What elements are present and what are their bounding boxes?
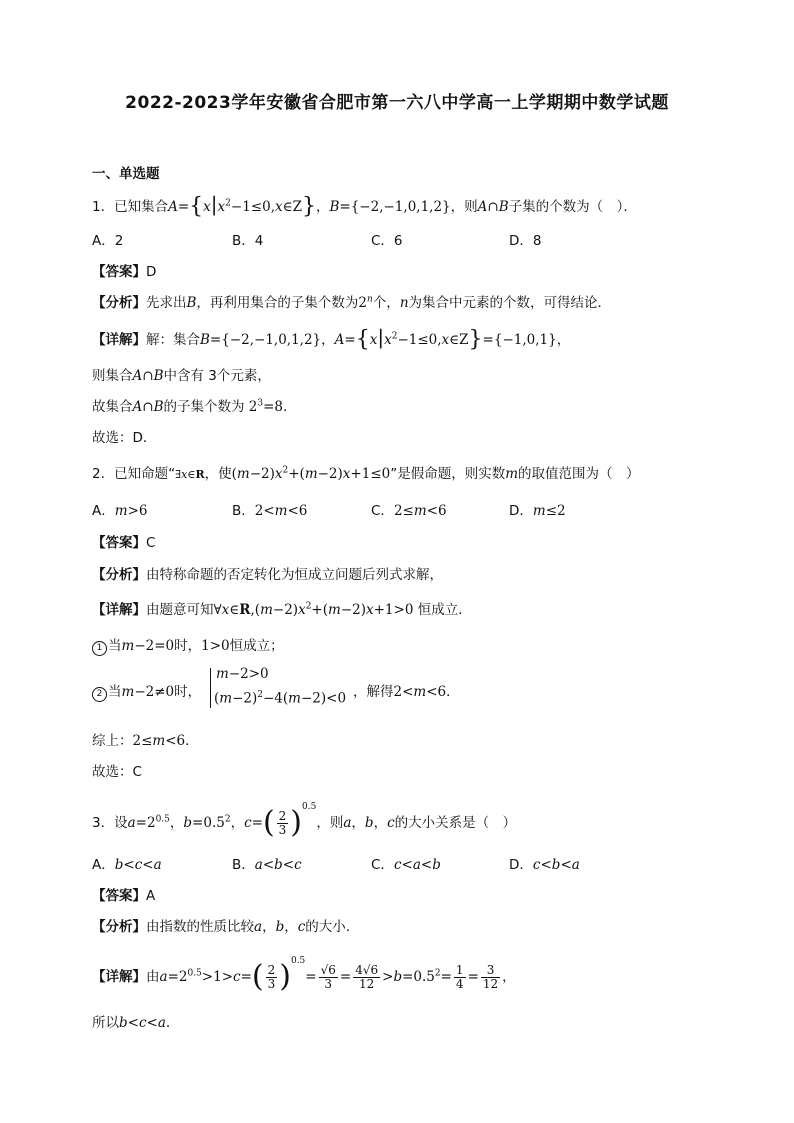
q1-option-a: A．2 xyxy=(92,233,124,249)
q2-conclusion: 故选：C xyxy=(92,764,142,780)
q1-conclusion: 故选：D． xyxy=(92,430,157,446)
page-title: 2022-2023学年安徽省合肥市第一六八中学高一上学期期中数学试题 xyxy=(125,93,669,113)
circled-one-icon: 1 xyxy=(92,641,107,656)
q3-option-b: B．a<b<c xyxy=(232,857,302,873)
q3-analysis: 【分析】由指数的性质比较a，b，c的大小. xyxy=(92,919,351,935)
q2-analysis: 【分析】由特称命题的否定转化为恒成立问题后列式求解， xyxy=(92,567,443,583)
q1-answer: 【答案】D xyxy=(92,264,157,280)
system-brace xyxy=(210,668,211,708)
q3-option-d: D．c<b<a xyxy=(509,857,580,873)
q2-option-d: D．m≤2 xyxy=(509,503,566,519)
q2-case-2-result: ，解得2<m<6． xyxy=(353,684,460,700)
q2-case-2: 2 当m−2≠0时， xyxy=(92,680,201,702)
q3-option-a: A．b<c<a xyxy=(92,857,162,873)
q1-detail: 【详解】解：集合B={−2,−1,0,1,2}，$A=\{x|x^2-1\le 0,x\in Z\}=\{-1,0,1\}$， xyxy=(92,325,571,352)
q1-option-c: C．6 xyxy=(371,233,403,249)
q1-stem: 1．已知集合$A=\{x|x^2-1\le 0,x\in Z\}$，B={−2,−1,0,1,2}，则A∩B子集的个数为（ ）． xyxy=(92,192,637,219)
q2-case-1: 1 当m−2=0时，1>0恒成立； xyxy=(92,634,284,656)
q3-answer: 【答案】A xyxy=(92,888,156,904)
q3-option-c: C．c<a<b xyxy=(371,857,441,873)
q1-option-b: B．4 xyxy=(232,233,264,249)
q1-detail-line3: 故集合A∩B的子集个数为 $2^3=8$． xyxy=(92,398,297,415)
q2-system-line2: $(m-2)^2-4(m-2)<0$ xyxy=(214,690,347,707)
q2-stem: 2．已知命题“∃x∈R，使$(m-2)x^2+(m-2)x+1\le 0$”是假命题，则实数m的取值范围为（ ） xyxy=(92,465,640,482)
q2-option-b: B．2<m<6 xyxy=(232,503,308,519)
section-heading: 一、单选题 xyxy=(92,166,160,182)
q3-final-line: 所以b<c<a. xyxy=(92,1015,171,1031)
q2-detail: 【详解】由题意可知$\forall x\in R,(m-2)x^2+(m-2)x+1>0$ 恒成立． xyxy=(92,601,472,618)
q2-summary: 综上：2≤m<6． xyxy=(92,733,199,749)
q1-detail-line2: 则集合A∩B中含有 3个元素， xyxy=(92,368,271,384)
q1-analysis: 【分析】先求出B，再利用集合的子集个数为2$^n$个，n为集合中元素的个数，可得结论． xyxy=(92,294,612,311)
q3-detail: 【详解】由$a=2^{0.5}>1>c=$( $\frac{2}{3}$ )$^{0.5}$= $\frac{√6}{3}$ = $\frac{4√6}{12}$ $>b=0.5^2=$ $\frac{1}{4}$ = $\frac{3}{12}$ ， xyxy=(92,956,516,994)
q1-option-d: D．8 xyxy=(509,233,542,249)
circled-two-icon: 2 xyxy=(92,687,107,702)
q3-stem: 3．设$a=2^{0.5}$，$b=0.5^2$，c=( $\frac{2}{3}$ )$^{0.5}$，则a，b，c的大小关系是（ ） xyxy=(92,802,517,840)
q2-system-line1: m−2>0 xyxy=(216,666,269,682)
q2-option-a: A．m>6 xyxy=(92,503,148,519)
q2-option-c: C．2≤m<6 xyxy=(371,503,447,519)
q2-answer: 【答案】C xyxy=(92,535,156,551)
